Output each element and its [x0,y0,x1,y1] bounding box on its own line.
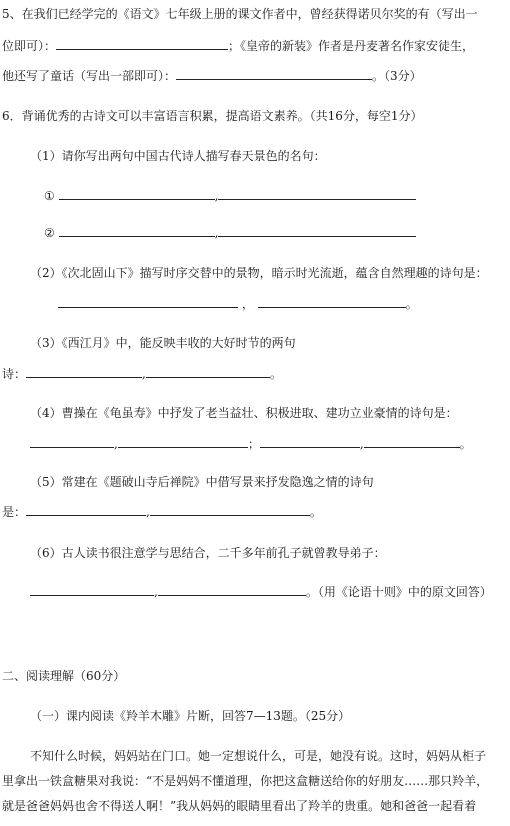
q5-line-2-suffix: ；《皇帝的新装》作者是丹麦著名作家安徒生， [228,39,475,53]
q6-s4-sep-1: , [114,437,118,451]
q6-s1-blank-1b[interactable] [218,188,416,200]
q6-s4-blank-4[interactable] [364,436,460,448]
q6-s3-prompt: （3）《西江月》中，能反映丰收的大好时节的两句 [30,336,296,350]
q5-line-3-suffix: 。（3分） [372,69,422,83]
q6-s5-prompt: （5）常建在《题破山寺后禅院》中借写景来抒发隐逸之情的诗句 [30,475,374,489]
q5-line-2-prefix: 位即可）： [2,39,57,53]
q6-s5-lead: 是： [2,505,27,519]
q6-s3-end: 。 [269,367,282,381]
q6-s5-row [2,504,322,520]
q6-s6-row [30,584,492,600]
q6-s3-lead: 诗： [2,367,27,381]
q6-s2-blank-2[interactable] [258,296,406,308]
q5-line-3 [2,68,422,84]
reading-subheading: （一）课内阅读《羚羊木雕》片断，回答7—13题。（25分） [30,709,351,723]
q5-line-2 [2,38,474,54]
passage-line-2: 里拿出一铁盒糖果对我说：“不是妈妈不懂道理，你把这盒糖送给你的好朋友……那只羚羊， [2,774,489,788]
q6-s6-blank-2[interactable] [158,584,306,596]
q6-s2-row [58,296,418,312]
q6-s3-row [2,366,282,382]
q6-s4-end: 。 [459,437,472,451]
q6-s2-end: 。 [405,297,418,311]
q6-s1-blank-1a[interactable] [59,188,215,200]
q6-s4-blank-2[interactable] [118,436,248,448]
q6-s1-mark-1: ① [44,189,55,203]
q6-s6-sep: , [154,585,158,599]
q6-s1-row-1 [44,188,416,204]
q6-s1-sep-2: , [214,226,219,240]
passage-line-3: 就是爸爸妈妈也舍不得送人啊！”我从妈妈的眼睛里看出了羚羊的贵重。她和爸爸一起看着 [2,799,477,813]
q6-s5-blank-2[interactable] [150,504,310,516]
q6-s3-sep: , [142,367,146,381]
q6-s2-blank-1[interactable] [58,296,238,308]
q6-s4-blank-3[interactable] [260,436,360,448]
q6-s6-blank-1[interactable] [30,584,154,596]
q6-s5-sep: , [146,505,150,519]
q6-s4-blank-1[interactable] [30,436,114,448]
q6-s1-blank-2b[interactable] [218,225,416,237]
passage-line-1: 不知什么时候，妈妈站在门口。她一定想说什么，可是，她没有说。这时，妈妈从柜子 [30,749,487,763]
q6-s2-sep: ， [241,297,254,311]
q6-s1-row-2 [44,225,416,241]
q6-s3-blank-1[interactable] [26,366,142,378]
q6-s4-prompt: （4）曹操在《龟虽寿》中抒发了老当益壮、积极进取、建功立业豪情的诗句是： [30,406,458,420]
q6-s1-blank-2a[interactable] [59,225,215,237]
q6-intro: 6．背诵优秀的古诗文可以丰富语言积累，提高语文素养。（共16分，每空1分） [2,109,423,123]
q6-s6-note: 。（用《论语十则》中的原文回答） [305,585,492,599]
q5-answer-blank-1[interactable] [56,38,228,50]
q6-s5-end: 。 [309,505,322,519]
reading-heading: 二、阅读理解（60分） [2,669,126,683]
q5-answer-blank-2[interactable] [176,68,372,80]
q6-s1-prompt: （1）请你写出两句中国古代诗人描写春天景色的名句： [30,149,326,163]
q6-s6-prompt: （6）古人读书很注意学与思结合，二千多年前孔子就曾教导弟子： [30,546,386,560]
q6-s5-blank-1[interactable] [26,504,146,516]
q5-line-1: 5、在我们已经学完的《语文》七年级上册的课文作者中，曾经获得诺贝尔奖的有（写出一 [2,7,478,21]
q6-s2-prompt: （2）《次北固山下》描写时序交替中的景物，暗示时光流逝，蕴含自然理趣的诗句是： [30,266,488,280]
q6-s1-sep-1: , [214,189,219,203]
q6-s1-mark-2: ② [44,226,55,240]
q6-s4-row [30,436,472,452]
q6-s3-blank-2[interactable] [146,366,270,378]
q6-s4-sep-3: , [359,437,364,451]
q6-s4-sep-2: ； [247,437,260,451]
q5-line-3-prefix: 他还写了童话（写出一部即可）： [2,69,177,83]
